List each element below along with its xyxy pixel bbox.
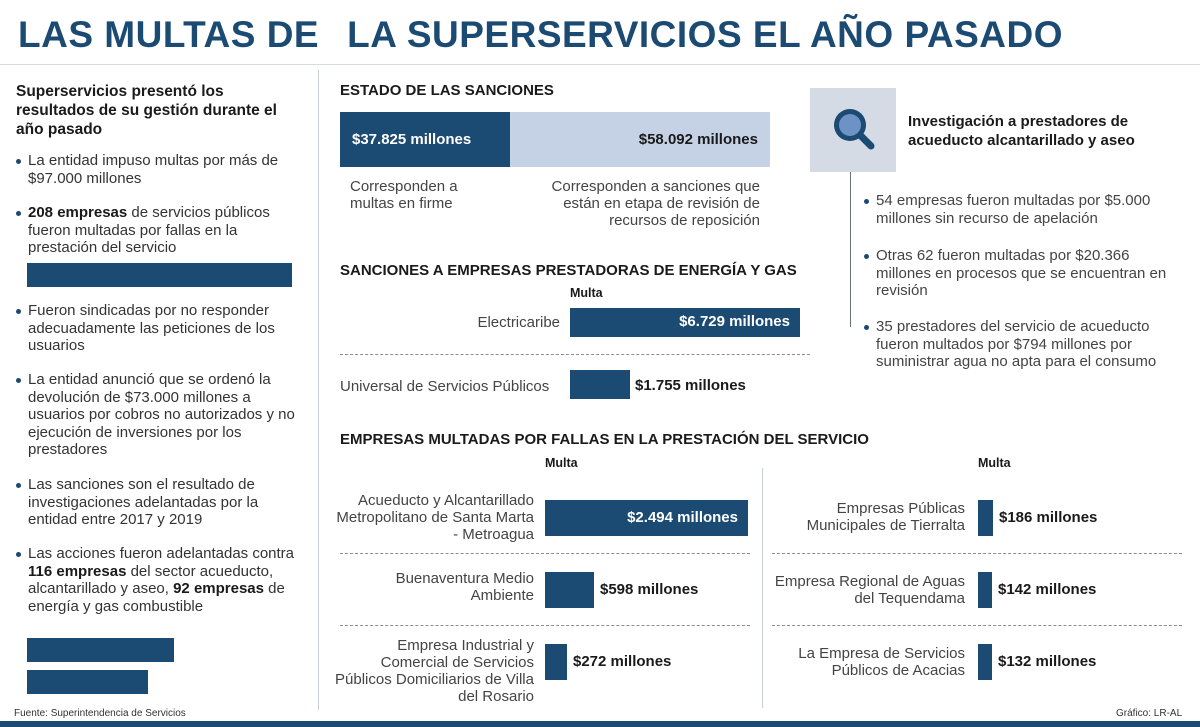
fallas-column-divider: [762, 468, 763, 708]
fallas-bar-2-label: $598 millones: [600, 581, 699, 598]
bullet-text: La entidad anunció que se ordenó la devolución de $73.000 millones a usuarios por cobros no autorizados y no ejecución de inversiones por los prestadores: [28, 371, 295, 458]
energia-bar-electricaribe: [570, 308, 800, 337]
fallas-bar-6-label: $132 millones: [998, 653, 1097, 670]
fallas-left-separator-2: [340, 625, 750, 626]
fallas-bar-4-label: $186 millones: [999, 509, 1098, 526]
title-right: LA SUPERSERVICIOS EL AÑO PASADO: [347, 14, 1063, 55]
fallas-left-separator-1: [340, 553, 750, 554]
fallas-right-separator-1: [772, 553, 1182, 554]
bullet-bold: 208 empresas: [28, 204, 128, 221]
bar-208-empresas: [27, 263, 292, 287]
fallas-right-row-3-name: La Empresa de Servicios Públicos de Acacias: [798, 645, 965, 679]
magnifier-icon: [810, 88, 896, 172]
left-bullet-3: [16, 302, 296, 355]
bullet-text: Fueron sindicadas por no responder adecuadamente las peticiones de los usuarios: [28, 302, 275, 354]
fallas-bar-acacias: [978, 644, 992, 680]
energia-row-1-name: Electricaribe: [477, 314, 560, 331]
estado-firm-caption: Corresponden a multas en firme: [350, 178, 458, 212]
fallas-bar-villa-del-rosario: [545, 644, 567, 680]
fallas-left-row-2-name: Buenaventura Medio Ambiente: [395, 570, 534, 604]
energia-bar-1-label: $6.729 millones: [679, 313, 790, 330]
left-bullet-4: [16, 371, 296, 459]
bullet-text: La entidad impuso multas por más de $97.000 millones: [28, 152, 279, 187]
energia-separator: [340, 354, 810, 355]
fallas-left-row-3-name: Empresa Industrial y Comercial de Servicios Públicos Domiciliarios de Villa del Rosario: [335, 637, 534, 705]
left-bullet-1: [16, 152, 296, 187]
fallas-right-separator-2: [772, 625, 1182, 626]
fallas-bar-1-label: $2.494 millones: [627, 509, 738, 526]
page-title: [18, 14, 1063, 56]
left-heading: Superservicios presentó los resultados de su gestión durante el año pasado: [16, 83, 277, 138]
estado-review-caption: Corresponden a sanciones que están en etapa de revisión de recursos de reposición: [551, 178, 760, 229]
title-left: LAS MULTAS DE: [18, 14, 320, 55]
energia-bar-universal: [570, 370, 630, 399]
fallas-right-row-1-name: Empresas Públicas Municipales de Tierralta: [806, 500, 965, 534]
estado-firm-label: $37.825 millones: [352, 131, 472, 148]
estado-firm-segment: [340, 112, 510, 167]
footer-source: Fuente: Superintendencia de Servicios: [14, 708, 186, 719]
fallas-bar-5-label: $142 millones: [998, 581, 1097, 598]
fallas-left-row-1-name: Acueducto y Alcantarillado Metropolitano de Santa Marta - Metroagua: [336, 492, 534, 543]
fallas-bar-tequendama: [978, 572, 992, 608]
left-bullet-2: [16, 204, 296, 257]
fallas-bar-buenaventura: [545, 572, 594, 608]
estado-stacked-bar: [340, 112, 770, 167]
investigacion-item-1: 54 empresas fueron multadas por $5.000 millones sin recurso de apelación: [864, 192, 1182, 227]
energia-multa-label: Multa: [570, 286, 603, 300]
bar-92-empresas: [27, 670, 148, 694]
fallas-bar-tierralta: [978, 500, 993, 536]
footer-credit: Gráfico: LR-AL: [1116, 708, 1183, 719]
bottom-band: [0, 721, 1200, 727]
energia-bar-2-label: $1.755 millones: [635, 377, 746, 394]
left-column-divider: [318, 70, 319, 710]
energia-heading: SANCIONES A EMPRESAS PRESTADORAS DE ENERGÍA Y GAS: [340, 262, 797, 279]
bullet-text: Las sanciones son el resultado de investigaciones adelantadas por la entidad entre 2017 y 2019: [28, 476, 259, 528]
bullet-bold: 92 empresas: [173, 580, 264, 597]
left-bullet-5: [16, 476, 296, 529]
bar-116-empresas: [27, 638, 174, 662]
fallas-multa-label-right: Multa: [978, 456, 1011, 470]
estado-review-segment: [510, 112, 770, 167]
title-divider: [0, 64, 1200, 65]
investigacion-item-3: 35 prestadores del servicio de acueducto fueron multados por $794 millones por suministrar agua no apta para el consumo: [864, 318, 1182, 371]
bullet-text: de servicios públicos fueron multadas por fallas en la prestación del servicio: [28, 204, 270, 256]
estado-review-label: $58.092 millones: [638, 131, 758, 148]
estado-heading: ESTADO DE LAS SANCIONES: [340, 82, 554, 99]
investigacion-heading: Investigación a prestadores de acueducto alcantarillado y aseo: [908, 113, 1135, 149]
investigacion-item-2: Otras 62 fueron multadas por $20.366 millones en procesos que se encuentran en revisión: [864, 247, 1182, 300]
fallas-bar-metroagua: [545, 500, 748, 536]
bullet-bold: 116 empresas: [28, 562, 127, 580]
left-bullet-6: Las acciones fueron adelantadas contra 116 empresas del sector acueducto, alcantarillado y aseo, 92 empresas de energía y gas combustible: [16, 545, 296, 615]
energia-row-2-name: Universal de Servicios Públicos: [340, 378, 550, 395]
magnifier-icon-box: [810, 88, 896, 172]
fallas-bar-3-label: $272 millones: [573, 653, 672, 670]
fallas-heading: EMPRESAS MULTADAS POR FALLAS EN LA PRESTACIÓN DEL SERVICIO: [340, 431, 869, 448]
investigacion-timeline: [850, 172, 851, 327]
fallas-multa-label-left: Multa: [545, 456, 578, 470]
fallas-right-row-2-name: Empresa Regional de Aguas del Tequendama: [774, 573, 965, 607]
